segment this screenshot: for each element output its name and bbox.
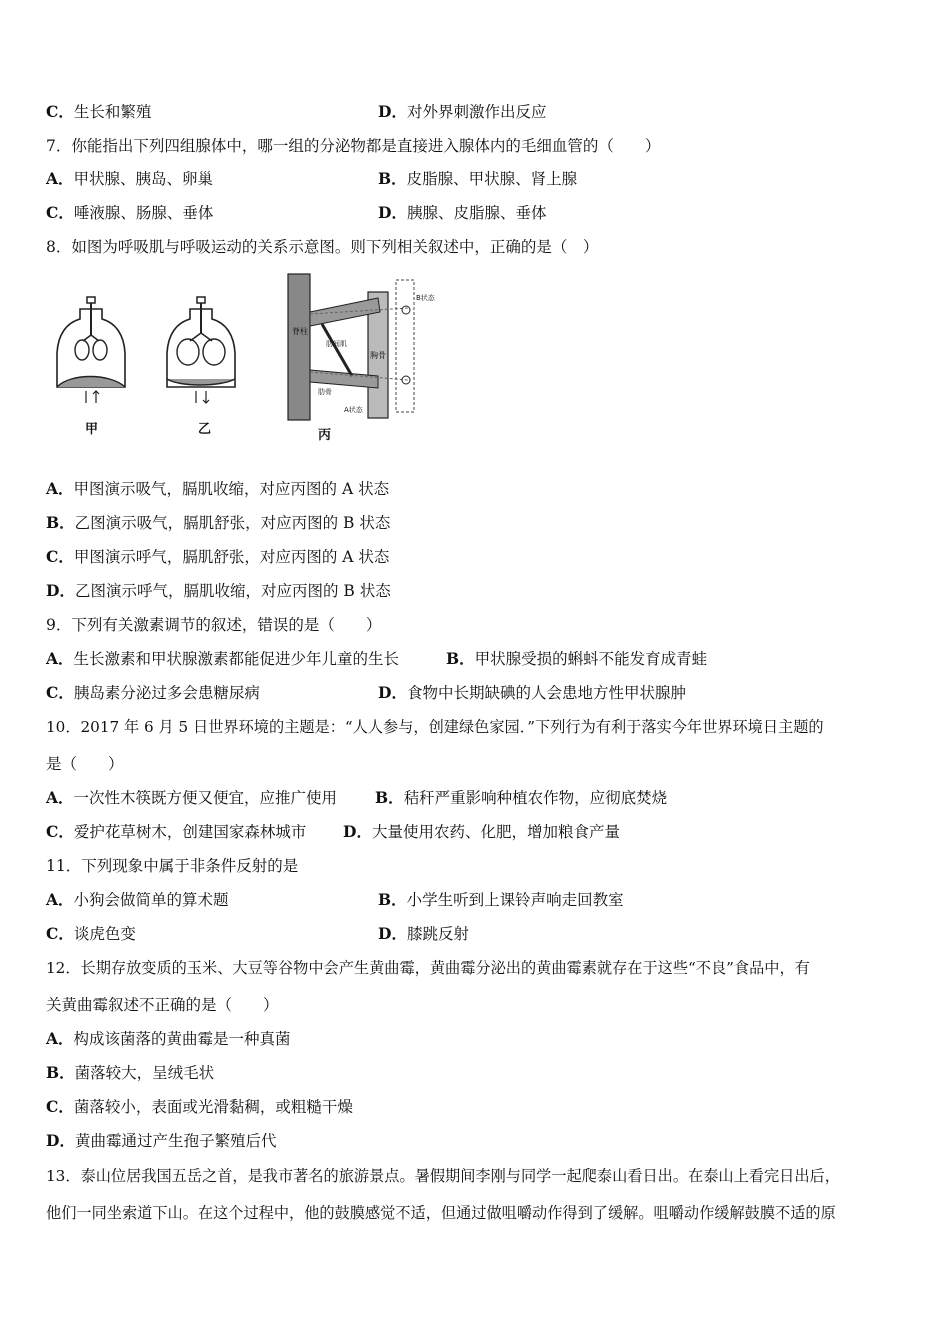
q10-option-c: C．爱护花草树木，创建国家森林城市	[46, 822, 307, 841]
q12-stem-line2: 关黄曲霉叙述不正确的是（ ）	[46, 996, 279, 1014]
q10-stem-line2: 是（ ）	[46, 755, 124, 773]
q10-stem-line1: 10．2017 年 6 月 5 日世界环境的主题是：“人人参与，创建绿色家园．”下列行为有利于落实今年世界环境日主题的	[46, 718, 824, 736]
q11-option-b: B．小学生听到上课铃声响走回教室	[378, 890, 624, 909]
q7-stem: 7．你能指出下列四组腺体中，哪一组的分泌物都是直接进入腺体内的毛细血管的（ ）	[46, 137, 661, 155]
q8-option-d: D．乙图演示呼气，膈肌收缩，对应丙图的 B 状态	[46, 581, 391, 600]
q12-option-d: D．黄曲霉通过产生孢子繁殖后代	[46, 1131, 277, 1150]
q10-option-a: A．一次性木筷既方便又便宜，应推广使用	[46, 788, 338, 807]
q10-option-b: B．秸秆严重影响种植农作物，应彻底焚烧	[375, 788, 668, 807]
q9-option-b: B．甲状腺受损的蝌蚪不能发育成青蛙	[446, 649, 708, 668]
q12-option-a: A．构成该菌落的黄曲霉是一种真菌	[46, 1029, 291, 1048]
q13-stem-line1: 13．泰山位居我国五岳之首，是我市著名的旅游景点。暑假期间李刚与同学一起爬泰山看日出。在泰山上看完日出后，	[46, 1167, 840, 1185]
figure-caption-bing: 丙	[318, 428, 332, 443]
q13-stem-line2: 他们一同坐索道下山。在这个过程中，他的鼓膜感觉不适，但通过做咀嚼动作得到了缓解。咀嚼动作缓解鼓膜不适的原	[46, 1204, 836, 1222]
label-intercostal: 肋间肌	[326, 340, 347, 348]
bell-jar-figure-yi	[160, 295, 242, 405]
q9-option-c: C．胰岛素分泌过多会患糖尿病	[46, 683, 260, 702]
label-rib: 肋骨	[318, 388, 332, 396]
q7-option-c: C．唾液腺、肠腺、垂体	[46, 203, 214, 222]
q11-option-c: C．谈虎色变	[46, 924, 136, 943]
q7-option-a: A．甲状腺、胰岛、卵巢	[46, 169, 214, 188]
figure-caption-yi: 乙	[198, 422, 212, 437]
q8-option-a: A．甲图演示吸气，膈肌收缩，对应丙图的 A 状态	[46, 479, 390, 498]
label-state-b: B状态	[416, 294, 435, 302]
q7-option-d: D．胰腺、皮脂腺、垂体	[378, 203, 547, 222]
q11-option-a: A．小狗会做简单的算术题	[46, 890, 229, 909]
q11-option-d: D．膝跳反射	[378, 924, 469, 943]
q11-stem: 11．下列现象中属于非条件反射的是	[46, 857, 299, 875]
q8-option-c: C．甲图演示呼气，膈肌舒张，对应丙图的 A 状态	[46, 547, 390, 566]
label-state-a: A状态	[344, 406, 363, 414]
label-spine: 脊柱	[292, 327, 308, 336]
q9-option-d: D．食物中长期缺碘的人会患地方性甲状腺肿	[378, 683, 686, 702]
q6-option-c: C．生长和繁殖	[46, 102, 152, 121]
q7-option-b: B．皮脂腺、甲状腺、肾上腺	[378, 169, 578, 188]
q10-option-d: D．大量使用农药、化肥，增加粮食产量	[343, 822, 620, 841]
q6-option-d: D．对外界刺激作出反应	[378, 102, 547, 121]
bell-jar-figure-jia	[50, 295, 132, 405]
q9-option-a: A．生长激素和甲状腺激素都能促进少年儿童的生长	[46, 649, 400, 668]
q9-stem: 9．下列有关激素调节的叙述，错误的是（ ）	[46, 616, 382, 634]
rib-model-figure-bing	[282, 272, 442, 424]
q8-option-b: B．乙图演示吸气，膈肌舒张，对应丙图的 B 状态	[46, 513, 391, 532]
q12-option-b: B．菌落较大，呈绒毛状	[46, 1063, 215, 1082]
label-sternum: 胸骨	[370, 351, 386, 360]
q12-stem-line1: 12．长期存放变质的玉米、大豆等谷物中会产生黄曲霉，黄曲霉分泌出的黄曲霉素就存在于这些“不良”食品中，有	[46, 959, 810, 977]
q12-option-c: C．菌落较小，表面或光滑黏稠，或粗糙干燥	[46, 1097, 353, 1116]
q8-stem: 8．如图为呼吸肌与呼吸运动的关系示意图。则下列相关叙述中，正确的是（ ）	[46, 238, 599, 256]
figure-caption-jia: 甲	[85, 422, 99, 437]
